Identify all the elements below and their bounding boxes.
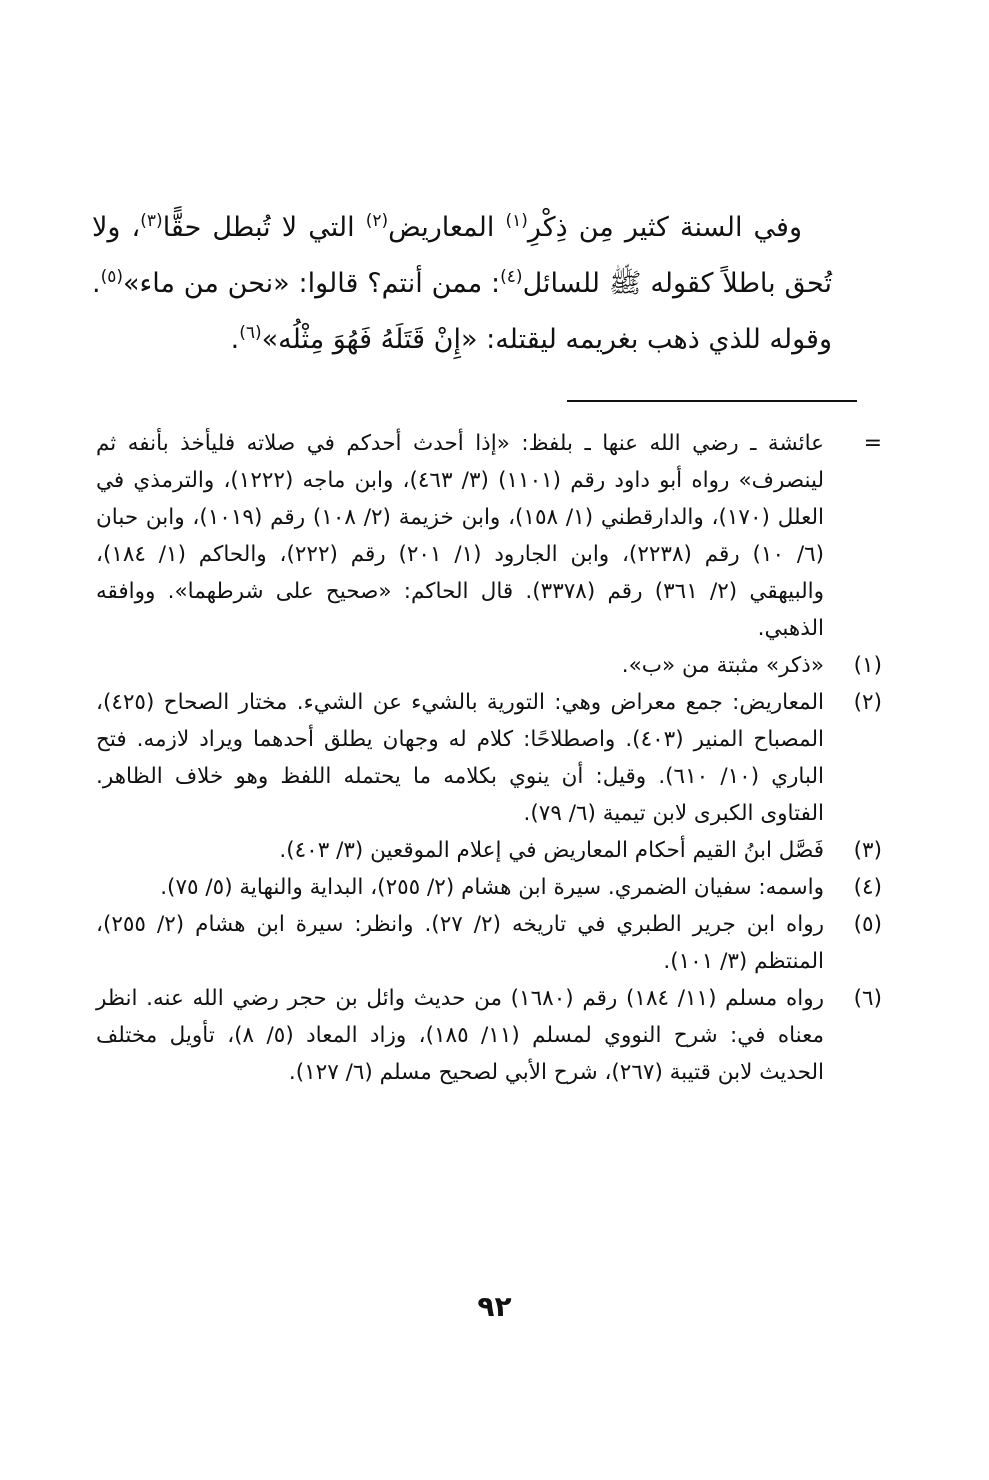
footnote-marker: (٦) bbox=[853, 986, 882, 1011]
footnote-text: رواه مسلم (١١/ ١٨٤) رقم (١٦٨٠) من حديث وائل بن حجر رضي الله عنه. انظر معناه في: شرح النووي لمسلم (١١/ ١٨٥)، وزاد المعاد (٥/ ٨)، تأويل مختلف الحديث لابن قتيبة (٢٦٧)، شرح الأبي لصحيح مسلم (٦/ ١٢٧). bbox=[96, 986, 825, 1085]
footnote-ref-5[interactable]: (٥) bbox=[100, 267, 124, 287]
footnote-text: فَصَّل ابنُ القيم أحكام المعاريض في إعلام الموقعين (٣/ ٤٠٣). bbox=[279, 838, 824, 863]
footnote-text: رواه ابن جرير الطبري في تاريخه (٢/ ٢٧). وانظر: سيرة ابن هشام (٢/ ٢٥٥)، المنتظم (٣/ ١٠١). bbox=[96, 912, 825, 974]
footnote-marker: (٤) bbox=[853, 875, 882, 900]
footnote-ref-2[interactable]: (٢) bbox=[365, 211, 389, 231]
footnote-2 bbox=[96, 684, 886, 832]
footnote-marker: (٥) bbox=[853, 912, 882, 937]
footnote-marker: (١) bbox=[853, 653, 882, 678]
footnote-separator bbox=[567, 400, 857, 402]
page-number: ٩٢ bbox=[477, 1290, 512, 1323]
footnote-4 bbox=[96, 869, 886, 906]
text-segment: ، ولا تُحق باطلاً كقوله ﷺ للسائل bbox=[92, 212, 832, 299]
footnote-ref-4[interactable]: (٤) bbox=[500, 267, 523, 287]
footnote-text: المعاريض: جمع معراض وهي: التورية بالشيء عن الشيء. مختار الصحاح (٤٢٥)، المصباح المنير (٤٠٣). واصطلاحًا: كلام له وجهان يطلق أحدهما ويراد لازمه. فتح الباري (١٠/ ٦١٠). وقيل: أن ينوي بكلامه ما يحتمله اللفظ وهو خلاف الظاهر. الفتاوى الكبرى لابن تيمية (٦/ ٧٩). bbox=[96, 690, 825, 826]
footnotes-section bbox=[96, 425, 886, 1091]
text-segment: : ممن أنتم؟ قالوا: «نحن من ماء» bbox=[123, 268, 501, 299]
footnote-ref-6[interactable]: (٦) bbox=[239, 323, 262, 343]
text-segment: . bbox=[230, 324, 240, 355]
footnote-continuation-text: عائشة ـ رضي الله عنها ـ بلفظ: «إذا أحدث أحدكم في صلاته فليأخذ بأنفه ثم لينصرف» رواه أبو داود رقم (١١٠١) (٣/ ٤٦٣)، وابن ماجه (١٢٢٢)، والترمذي في العلل (١٧٠)، والدارقطني (١/ ١٥٨)، وابن خزيمة (٢/ ١٠٨) رقم (١٠١٩)، وابن حبان (٦/ ١٠) رقم (٢٢٣٨)، وابن الجارود (١/ ٢٠١) رقم (٢٢٢)، والحاكم (١/ ١٨٤)، والبيهقي (٢/ ٣٦١) رقم (٣٣٧٨). قال الحاكم: «صحيح على شرطهما». ووافقه الذهبي. bbox=[96, 431, 825, 641]
main-paragraph-text bbox=[92, 200, 832, 368]
text-segment: المعاريض bbox=[388, 212, 506, 243]
footnote-ref-1[interactable]: (١) bbox=[505, 211, 528, 231]
footnote-5 bbox=[96, 906, 886, 980]
text-segment: التي لا تُبطل حقًّا bbox=[162, 212, 366, 243]
footnote-text: «ذكر» مثبتة من «ب». bbox=[621, 653, 824, 678]
footnote-text: واسمه: سفيان الضمري. سيرة ابن هشام (٢/ ٢٥٥)، البداية والنهاية (٥/ ٧٥). bbox=[160, 875, 824, 900]
footnote-continuation bbox=[96, 425, 886, 647]
text-segment: . وقوله للذي ذهب بغريمه ليقتله: «إِنْ قَتَلَهُ فَهُوَ مِثْلُه» bbox=[92, 268, 832, 355]
footnote-6 bbox=[96, 980, 886, 1091]
footnote-marker: (٣) bbox=[853, 838, 882, 863]
text-segment: وفي السنة كثير مِن ذِكْرِ bbox=[527, 212, 802, 243]
footnote-3 bbox=[96, 832, 886, 869]
footnote-marker: (٢) bbox=[853, 690, 882, 715]
footnote-ref-3[interactable]: (٣) bbox=[140, 211, 163, 231]
main-paragraph bbox=[92, 200, 832, 368]
footnote-1 bbox=[96, 647, 886, 684]
continuation-marker: = bbox=[863, 431, 882, 456]
